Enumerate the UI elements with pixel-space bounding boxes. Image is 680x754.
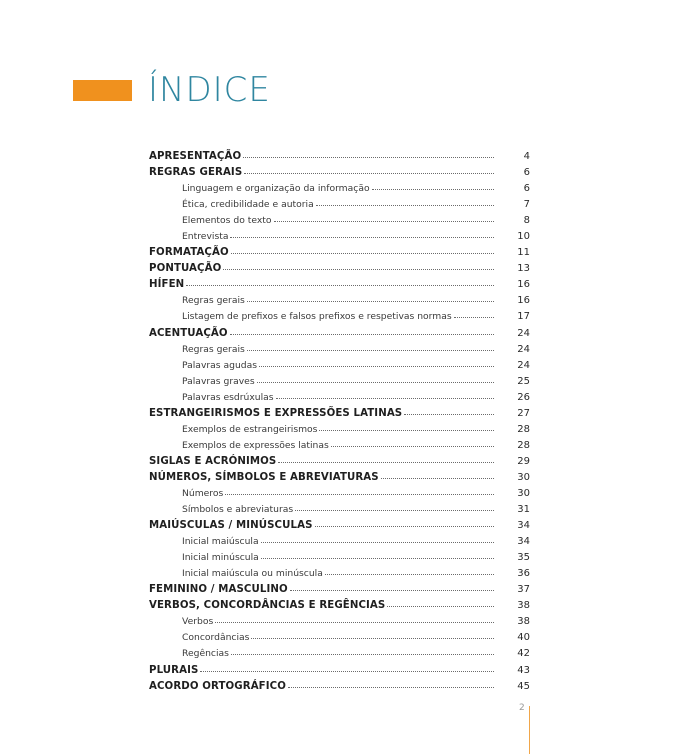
dot-leader <box>243 147 494 158</box>
toc-entry-label: Ética, credibilidade e autoria <box>182 199 314 211</box>
toc-subsection-entry[interactable] <box>149 196 530 212</box>
toc-entry-label: NÚMEROS, SÍMBOLOS E ABREVIATURAS <box>149 471 379 483</box>
dot-leader <box>231 644 494 655</box>
toc-entry-page-number: 4 <box>523 151 530 162</box>
toc-entry-page-number: 38 <box>517 600 530 612</box>
toc-entry-page-number: 16 <box>517 295 530 307</box>
toc-entry-page-number: 29 <box>517 455 530 467</box>
page-margin-line <box>529 706 530 754</box>
dot-leader <box>325 564 494 575</box>
toc-subsection-entry[interactable] <box>149 533 530 549</box>
dot-leader <box>288 677 494 688</box>
toc-entry-page-number: 36 <box>517 568 530 580</box>
toc-subsection-entry[interactable] <box>149 613 530 629</box>
toc-entry-label: Verbos <box>182 616 214 628</box>
toc-entry-label: Exemplos de expressões latinas <box>182 439 329 451</box>
dot-leader <box>247 340 494 351</box>
page-title: ÍNDICE <box>148 70 271 110</box>
dot-leader <box>316 195 494 206</box>
dot-leader <box>261 532 494 543</box>
dot-leader <box>251 628 494 639</box>
toc-entry-label: Inicial maiúscula <box>182 536 259 548</box>
dot-leader <box>278 452 494 463</box>
table-of-contents <box>149 148 530 694</box>
toc-subsection-entry[interactable] <box>149 501 530 517</box>
toc-entry-page-number: 13 <box>517 263 530 275</box>
dot-leader <box>259 356 494 367</box>
toc-entry-label: ACORDO ORTOGRÁFICO <box>149 680 286 692</box>
toc-subsection-entry[interactable] <box>149 373 530 389</box>
dot-leader <box>231 243 494 254</box>
toc-entry-label: Regras gerais <box>182 295 245 307</box>
toc-section-entry[interactable] <box>149 325 530 341</box>
toc-subsection-entry[interactable] <box>149 180 530 196</box>
dot-leader <box>244 163 494 174</box>
toc-entry-page-number: 26 <box>517 391 530 403</box>
toc-subsection-entry[interactable] <box>149 308 530 324</box>
toc-entry-label: Números <box>182 487 224 499</box>
toc-entry-label: MAIÚSCULAS / MINÚSCULAS <box>149 520 313 532</box>
toc-subsection-entry[interactable] <box>149 645 530 661</box>
toc-entry-label: Inicial maiúscula ou minúscula <box>182 568 323 580</box>
toc-entry-page-number: 6 <box>523 167 530 179</box>
toc-entry-page-number: 37 <box>517 584 530 596</box>
dot-leader <box>315 516 494 527</box>
toc-section-entry[interactable] <box>149 260 530 276</box>
toc-entry-label: Exemplos de estrangeirismos <box>182 423 318 435</box>
toc-section-entry[interactable] <box>149 453 530 469</box>
dot-leader <box>276 388 494 399</box>
toc-entry-label: SIGLAS E ACRÓNIMOS <box>149 455 277 467</box>
toc-entry-page-number: 11 <box>517 247 530 259</box>
dot-leader <box>223 259 494 270</box>
toc-entry-page-number: 40 <box>517 632 530 644</box>
toc-subsection-entry[interactable] <box>149 292 530 308</box>
dot-leader <box>387 596 494 607</box>
dot-leader <box>200 661 494 672</box>
toc-entry-page-number: 24 <box>517 359 530 371</box>
toc-section-entry[interactable] <box>149 164 530 180</box>
toc-subsection-entry[interactable] <box>149 629 530 645</box>
toc-entry-label: Listagem de prefixos e falsos prefixos e respetivas normas <box>182 311 452 323</box>
dot-leader <box>319 420 494 431</box>
toc-subsection-entry[interactable] <box>149 212 530 228</box>
dot-leader <box>261 548 494 559</box>
toc-subsection-entry[interactable] <box>149 485 530 501</box>
toc-entry-page-number: 24 <box>517 343 530 355</box>
dot-leader <box>295 500 494 511</box>
dot-leader <box>331 436 494 447</box>
toc-entry-label: Entrevista <box>182 231 229 243</box>
dot-leader <box>290 580 494 591</box>
toc-entry-label: ACENTUAÇÃO <box>149 327 228 339</box>
toc-subsection-entry[interactable] <box>149 421 530 437</box>
title-accent-bar <box>73 80 132 101</box>
page-number: 2 <box>519 703 525 713</box>
toc-entry-page-number: 28 <box>517 423 530 435</box>
toc-entry-label: Regências <box>182 648 229 660</box>
toc-entry-label: REGRAS GERAIS <box>149 167 243 179</box>
toc-subsection-entry[interactable] <box>149 389 530 405</box>
dot-leader <box>257 372 494 383</box>
toc-entry-label: ESTRANGEIRISMOS E EXPRESSÕES LATINAS <box>149 407 403 419</box>
toc-entry-label: APRESENTAÇÃO <box>149 151 242 162</box>
toc-section-entry[interactable] <box>149 581 530 597</box>
toc-entry-page-number: 8 <box>523 215 530 227</box>
toc-entry-label: FEMININO / MASCULINO <box>149 584 288 596</box>
toc-entry-page-number: 38 <box>517 616 530 628</box>
toc-entry-page-number: 25 <box>517 375 530 387</box>
toc-section-entry[interactable] <box>149 678 530 694</box>
toc-subsection-entry[interactable] <box>149 228 530 244</box>
toc-entry-page-number: 10 <box>517 231 530 243</box>
dot-leader <box>274 211 495 222</box>
toc-section-entry[interactable] <box>149 469 530 485</box>
toc-entry-label: Elementos do texto <box>182 215 272 227</box>
toc-section-entry[interactable] <box>149 148 530 164</box>
toc-entry-label: Inicial minúscula <box>182 552 259 564</box>
dot-leader <box>454 307 494 318</box>
toc-entry-page-number: 27 <box>517 407 530 419</box>
toc-entry-label: Palavras graves <box>182 375 255 387</box>
dot-leader <box>247 291 494 302</box>
toc-entry-page-number: 43 <box>517 664 530 676</box>
toc-entry-page-number: 42 <box>517 648 530 660</box>
toc-section-entry[interactable] <box>149 517 530 533</box>
toc-entry-label: Regras gerais <box>182 343 245 355</box>
toc-entry-page-number: 30 <box>517 471 530 483</box>
toc-section-entry[interactable] <box>149 662 530 678</box>
toc-entry-page-number: 16 <box>517 279 530 291</box>
toc-section-entry[interactable] <box>149 405 530 421</box>
toc-section-entry[interactable] <box>149 276 530 292</box>
dot-leader <box>186 275 494 286</box>
toc-entry-page-number: 17 <box>517 311 530 323</box>
dot-leader <box>230 324 494 335</box>
toc-entry-label: PONTUAÇÃO <box>149 263 222 275</box>
toc-subsection-entry[interactable] <box>149 549 530 565</box>
toc-entry-page-number: 34 <box>517 520 530 532</box>
toc-subsection-entry[interactable] <box>149 565 530 581</box>
toc-entry-label: HÍFEN <box>149 279 185 291</box>
toc-entry-page-number: 30 <box>517 487 530 499</box>
toc-entry-label: Linguagem e organização da informação <box>182 183 370 195</box>
dot-leader <box>215 612 494 623</box>
toc-entry-page-number: 28 <box>517 439 530 451</box>
toc-entry-page-number: 7 <box>523 199 530 211</box>
toc-subsection-entry[interactable] <box>149 341 530 357</box>
toc-entry-label: Símbolos e abreviaturas <box>182 504 294 516</box>
toc-entry-label: Concordâncias <box>182 632 250 644</box>
dot-leader <box>230 227 494 238</box>
toc-entry-page-number: 45 <box>517 680 530 692</box>
toc-entry-page-number: 31 <box>517 504 530 516</box>
toc-entry-label: FORMATAÇÃO <box>149 247 229 259</box>
dot-leader <box>225 484 494 495</box>
toc-subsection-entry[interactable] <box>149 357 530 373</box>
toc-subsection-entry[interactable] <box>149 437 530 453</box>
toc-entry-label: Palavras esdrúxulas <box>182 391 274 403</box>
toc-entry-page-number: 35 <box>517 552 530 564</box>
toc-section-entry[interactable] <box>149 244 530 260</box>
dot-leader <box>381 468 494 479</box>
toc-entry-label: Palavras agudas <box>182 359 258 371</box>
toc-entry-page-number: 34 <box>517 536 530 548</box>
toc-entry-label: VERBOS, CONCORDÂNCIAS E REGÊNCIAS <box>149 600 386 612</box>
dot-leader <box>372 179 494 190</box>
toc-entry-page-number: 24 <box>517 327 530 339</box>
toc-entry-page-number: 6 <box>523 183 530 195</box>
toc-section-entry[interactable] <box>149 597 530 613</box>
toc-entry-label: PLURAIS <box>149 664 199 676</box>
dot-leader <box>404 404 494 415</box>
